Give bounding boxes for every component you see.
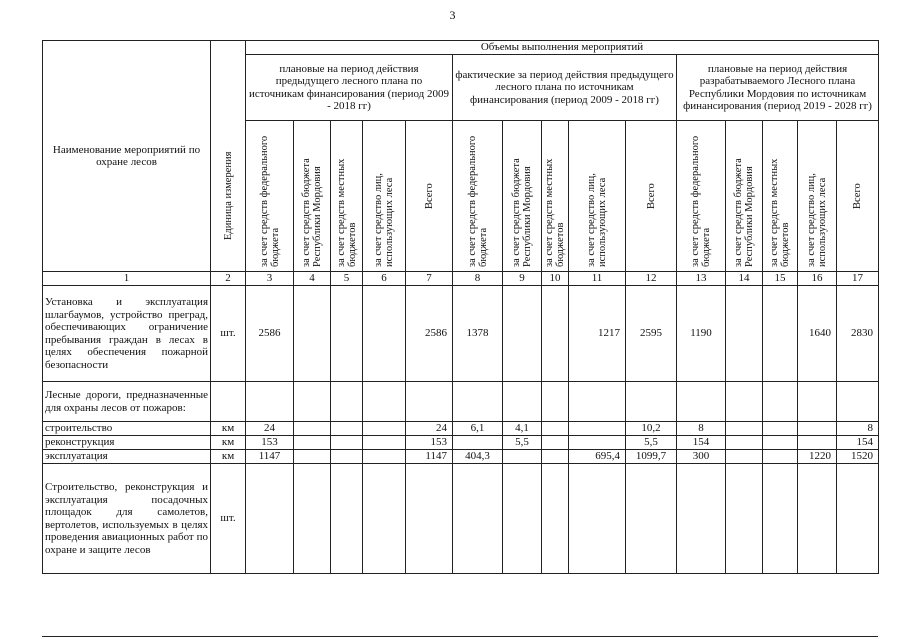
page-bottom-divider	[42, 636, 878, 637]
cell-value: 8	[837, 422, 879, 436]
header-sub-federal: за счет средств федерального бюджета	[677, 121, 726, 272]
table-row	[43, 422, 879, 436]
row-name: реконструкция	[43, 436, 211, 450]
cell-value: 1217	[569, 286, 626, 382]
cell-value	[798, 436, 837, 450]
row-unit: км	[211, 422, 246, 436]
cell-value	[763, 286, 798, 382]
cell-value	[246, 382, 294, 422]
column-numbers-row	[43, 272, 879, 286]
cell-value: 8	[677, 422, 726, 436]
header-sub-federal: за счет средств федерального бюджета	[246, 121, 294, 272]
cell-value: 1640	[798, 286, 837, 382]
cell-value	[294, 436, 331, 450]
cell-value	[331, 382, 363, 422]
row-unit: шт.	[211, 464, 246, 574]
cell-value: 2586	[246, 286, 294, 382]
cell-value	[331, 286, 363, 382]
cell-value: 1520	[837, 450, 879, 464]
header-sub-local: за счет средств местных бюджетов	[763, 121, 798, 272]
header-sub-users: за счет средство лиц, использующих леса	[569, 121, 626, 272]
cell-value	[503, 450, 542, 464]
row-unit: шт.	[211, 286, 246, 382]
column-number: 14	[726, 272, 763, 286]
cell-value	[331, 464, 363, 574]
cell-value: 24	[406, 422, 453, 436]
row-unit	[211, 382, 246, 422]
column-number: 15	[763, 272, 798, 286]
cell-value	[363, 436, 406, 450]
cell-value	[798, 464, 837, 574]
cell-value	[331, 422, 363, 436]
table-row	[43, 436, 879, 450]
header-sub-republic: за счет средств бюджета Республики Мордовия	[726, 121, 763, 272]
column-number: 4	[294, 272, 331, 286]
cell-value	[503, 464, 542, 574]
cell-value	[294, 286, 331, 382]
cell-value: 154	[677, 436, 726, 450]
header-group-planned-new: плановые на период действия разрабатываемого Лесного плана Республики Мордовия по источникам финансирования (период 2019 - 2028 гг)	[677, 55, 879, 121]
column-number: 17	[837, 272, 879, 286]
header-sub-total: Всего	[837, 121, 879, 272]
table-row	[43, 286, 879, 382]
column-number: 6	[363, 272, 406, 286]
cell-value	[406, 464, 453, 574]
cell-value	[763, 436, 798, 450]
row-name: Установка и эксплуатация шлагбаумов, устройство преград, обеспечивающих ограничение пребывания граждан в лесах в целях обеспечения пожарной безопасности	[43, 286, 211, 382]
measures-table	[42, 40, 879, 574]
cell-value: 2586	[406, 286, 453, 382]
cell-value: 1147	[406, 450, 453, 464]
header-sub-federal: за счет средств федерального бюджета	[453, 121, 503, 272]
header-name-cell: Наименование мероприятий по охране лесов	[43, 41, 211, 272]
cell-value	[763, 464, 798, 574]
header-sub-total: Всего	[406, 121, 453, 272]
cell-value	[453, 464, 503, 574]
cell-value	[726, 464, 763, 574]
cell-value	[542, 436, 569, 450]
cell-value	[363, 450, 406, 464]
cell-value	[763, 422, 798, 436]
cell-value	[798, 422, 837, 436]
column-number: 10	[542, 272, 569, 286]
cell-value	[294, 382, 331, 422]
cell-value	[798, 382, 837, 422]
cell-value	[837, 382, 879, 422]
column-number: 1	[43, 272, 211, 286]
cell-value	[331, 436, 363, 450]
cell-value	[294, 464, 331, 574]
header-sub-local: за счет средств местных бюджетов	[542, 121, 569, 272]
cell-value: 404,3	[453, 450, 503, 464]
table-row	[43, 464, 879, 574]
cell-value: 6,1	[453, 422, 503, 436]
row-name: Лесные дороги, предназначенные для охраны лесов от пожаров:	[43, 382, 211, 422]
row-name: строительство	[43, 422, 211, 436]
header-volumes: Объемы выполнения мероприятий	[246, 41, 879, 55]
column-number: 11	[569, 272, 626, 286]
cell-value	[542, 422, 569, 436]
column-number: 16	[798, 272, 837, 286]
cell-value	[294, 422, 331, 436]
column-number: 7	[406, 272, 453, 286]
cell-value	[542, 464, 569, 574]
cell-value: 5,5	[626, 436, 677, 450]
cell-value	[363, 382, 406, 422]
cell-value	[763, 382, 798, 422]
cell-value	[363, 464, 406, 574]
cell-value	[453, 436, 503, 450]
column-number: 3	[246, 272, 294, 286]
header-group-planned-prev: плановые на период действия предыдущего лесного плана по источникам финансирования (период 2009 - 2018 гг)	[246, 55, 453, 121]
cell-value	[726, 422, 763, 436]
cell-value	[726, 382, 763, 422]
cell-value: 695,4	[569, 450, 626, 464]
cell-value	[542, 286, 569, 382]
column-number: 13	[677, 272, 726, 286]
cell-value	[569, 382, 626, 422]
header-sub-users: за счет средство лиц, использующих леса	[798, 121, 837, 272]
page-number: 3	[449, 8, 456, 22]
column-number: 5	[331, 272, 363, 286]
cell-value: 4,1	[503, 422, 542, 436]
cell-value	[363, 422, 406, 436]
cell-value	[503, 286, 542, 382]
cell-value: 154	[837, 436, 879, 450]
cell-value	[569, 464, 626, 574]
cell-value: 153	[406, 436, 453, 450]
row-name: Строительство, реконструкция и эксплуатация посадочных площадок для самолетов, вертолетов, используемых в целях проведения авиационных работ по охране и защите лесов	[43, 464, 211, 574]
cell-value: 1099,7	[626, 450, 677, 464]
row-unit: км	[211, 436, 246, 450]
cell-value	[569, 436, 626, 450]
cell-value	[677, 464, 726, 574]
table-row	[43, 450, 879, 464]
cell-value	[726, 450, 763, 464]
cell-value	[626, 382, 677, 422]
header-sub-users: за счет средство лиц, использующих леса	[363, 121, 406, 272]
column-number: 8	[453, 272, 503, 286]
cell-value	[726, 436, 763, 450]
header-sub-total: Всего	[626, 121, 677, 272]
cell-value	[726, 286, 763, 382]
cell-value	[363, 286, 406, 382]
column-number: 2	[211, 272, 246, 286]
cell-value: 24	[246, 422, 294, 436]
cell-value: 5,5	[503, 436, 542, 450]
header-sub-local: за счет средств местных бюджетов	[331, 121, 363, 272]
cell-value	[542, 382, 569, 422]
cell-value	[453, 382, 503, 422]
table-row	[43, 382, 879, 422]
cell-value	[246, 464, 294, 574]
cell-value	[677, 382, 726, 422]
cell-value: 10,2	[626, 422, 677, 436]
cell-value	[569, 422, 626, 436]
cell-value: 1147	[246, 450, 294, 464]
header-sub-republic: за счет средств бюджета Республики Мордовия	[294, 121, 331, 272]
cell-value	[406, 382, 453, 422]
cell-value	[837, 464, 879, 574]
column-number: 9	[503, 272, 542, 286]
cell-value: 1378	[453, 286, 503, 382]
header-unit-cell: Единица измерения	[211, 41, 246, 272]
cell-value	[331, 450, 363, 464]
cell-value: 1190	[677, 286, 726, 382]
header-group-actual-prev: фактические за период действия предыдущего лесного плана по источникам финансирования (период 2009 - 2018 гг)	[453, 55, 677, 121]
row-name: эксплуатация	[43, 450, 211, 464]
cell-value	[294, 450, 331, 464]
header-sub-republic: за счет средств бюджета Республики Мордовия	[503, 121, 542, 272]
row-unit: км	[211, 450, 246, 464]
cell-value	[626, 464, 677, 574]
cell-value: 300	[677, 450, 726, 464]
cell-value: 153	[246, 436, 294, 450]
cell-value: 2595	[626, 286, 677, 382]
cell-value	[763, 450, 798, 464]
column-number: 12	[626, 272, 677, 286]
cell-value: 2830	[837, 286, 879, 382]
cell-value	[503, 382, 542, 422]
cell-value: 1220	[798, 450, 837, 464]
cell-value	[542, 450, 569, 464]
